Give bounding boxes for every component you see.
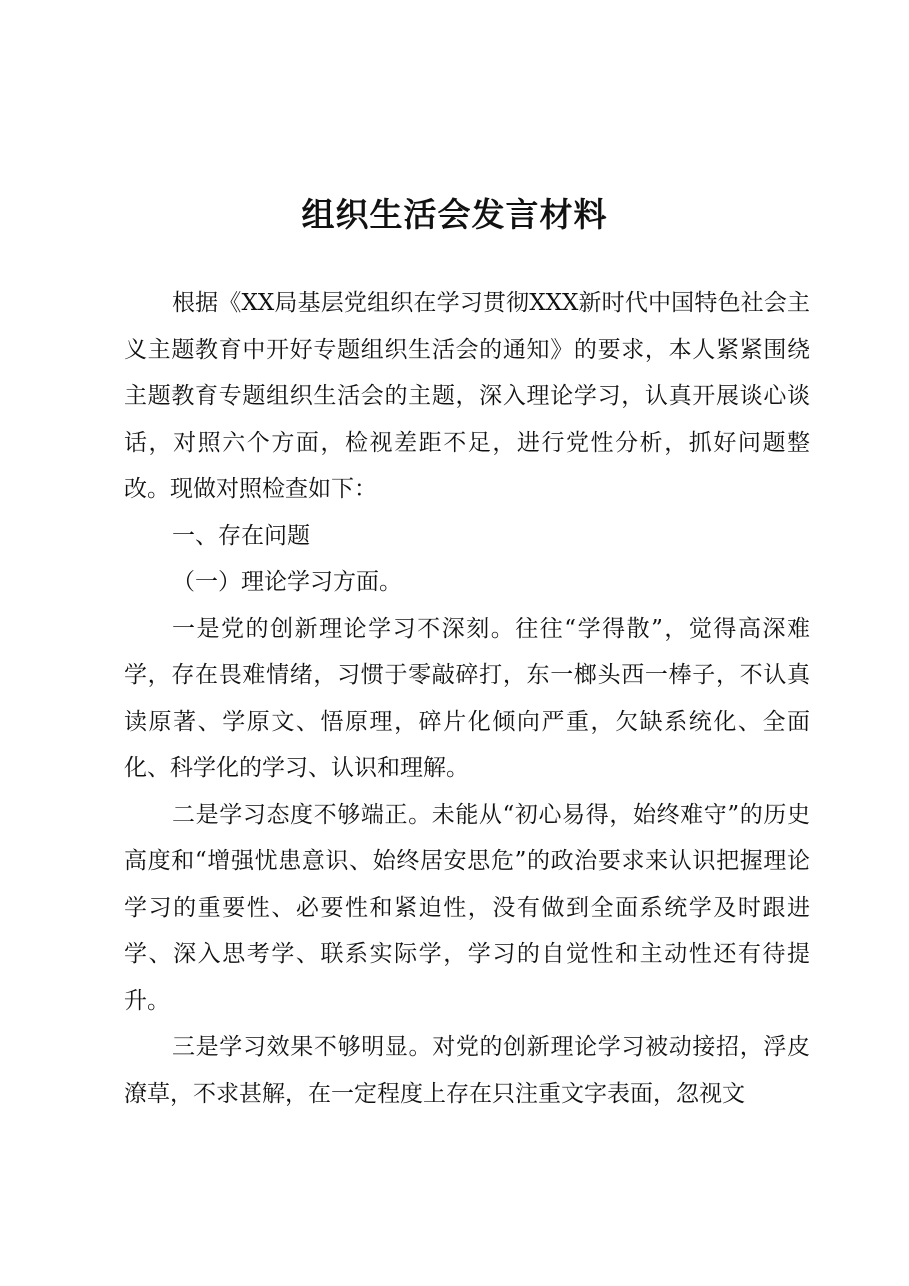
paragraph-item-3: 三是学习效果不够明显。对党的创新理论学习被动接招，浮皮潦草，不求甚解，在一定程度上存在只注重文字表面，忽视文 bbox=[124, 1034, 810, 1107]
document-body bbox=[124, 280, 810, 1117]
paragraph-intro: 根据《XX局基层党组织在学习贯彻XXX新时代中国特色社会主义主题教育中开好专题组织生活会的通知》的要求，本人紧紧围绕主题教育专题组织生活会的主题，深入理论学习，认真开展谈心谈话，对照六个方面，检视差距不足，进行党性分析，抓好问题整改。现做对照检查如下： bbox=[124, 290, 810, 502]
section-heading: 一、存在问题 bbox=[172, 522, 310, 549]
paragraph-item-1: 一是党的创新理论学习不深刻。往往“学得散”，觉得高深难学，存在畏难情绪，习惯于零敲碎打，东一榔头西一棒子，不认真读原著、学原文、悟原理，碎片化倾向严重，欠缺系统化、全面化、科学化的学习、认识和理解。 bbox=[124, 615, 810, 781]
subsection-heading: （一）理论学习方面。 bbox=[172, 569, 402, 595]
document-title: 组织生活会发言材料 bbox=[301, 195, 608, 234]
paragraph-item-2: 二是学习态度不够端正。未能从“初心易得，始终难守”的历史高度和“增强忧患意识、始终居安思危”的政治要求来认识把握理论学习的重要性、必要性和紧迫性，没有做到全面系统学及时跟进学、深入思考学、联系实际学，学习的自觉性和主动性还有待提升。 bbox=[124, 801, 810, 1014]
